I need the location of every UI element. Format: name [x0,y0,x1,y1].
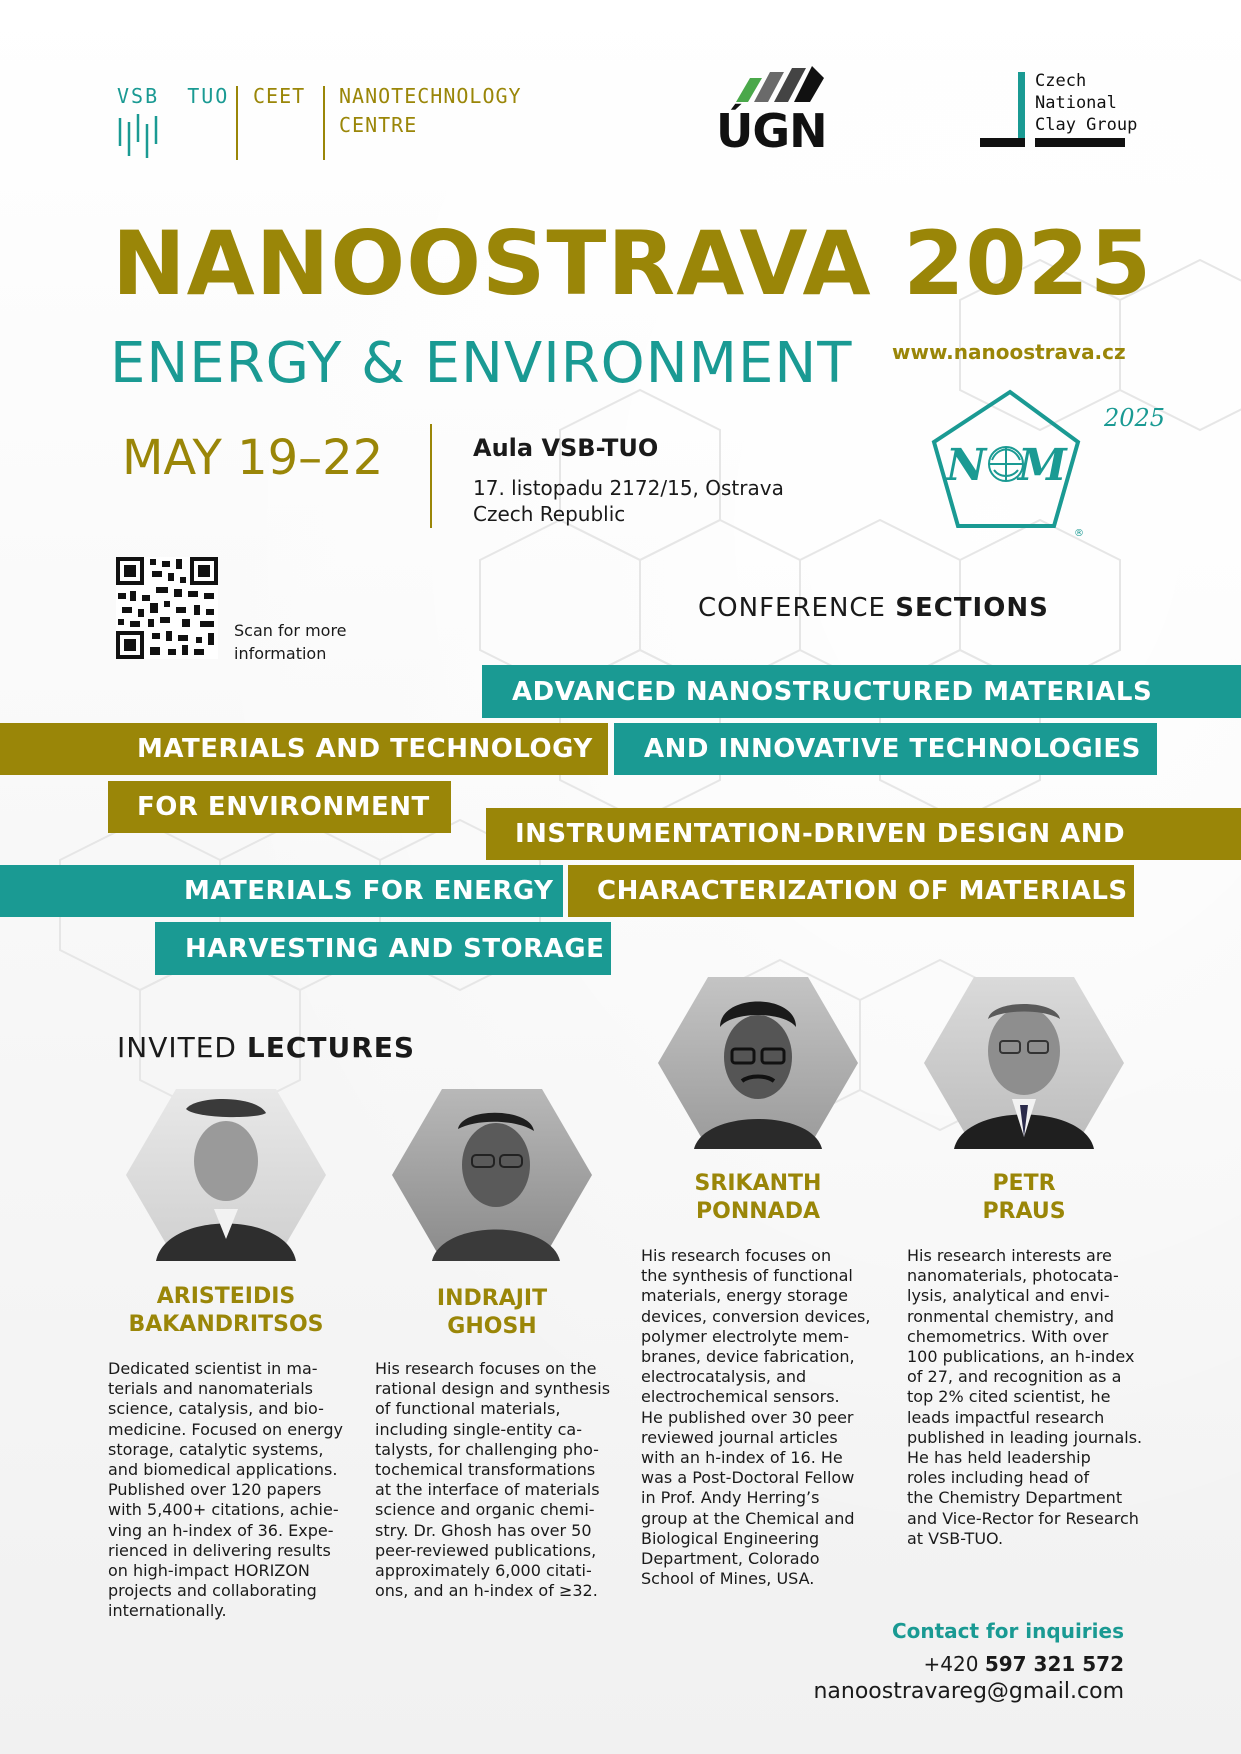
clay-logo-bar [1035,138,1125,147]
vsb-logo-icon [118,112,162,160]
speaker-last-name: PONNADA [696,1199,820,1224]
clay-group-label [1035,70,1137,136]
clay-line-3: Clay Group [1035,115,1138,135]
clay-line-1: Czech [1035,71,1087,91]
website-link[interactable]: www.nanoostrava.cz [892,340,1126,364]
section-bar-harvesting-and-storage: HARVESTING AND STORAGE [155,922,611,975]
bio-line: stry. Dr. Ghosh has over 50 [375,1520,592,1540]
lectures-heading-light: INVITED [117,1031,237,1064]
bio-line: devices, conversion devices, [641,1306,871,1326]
header-divider [236,86,238,160]
bio-line: electrocatalysis, and [641,1367,807,1387]
sections-heading-light: CONFERENCE [698,593,886,623]
event-date: MAY 19–22 [122,430,384,486]
bio-line: with an h-index of 16. He [641,1448,843,1468]
bio-line: rienced in delivering results [108,1540,331,1560]
speaker-bio-praus [907,1246,1167,1549]
bio-line: talysts, for challenging pho- [375,1439,599,1459]
section-bar-for-environment: FOR ENVIRONMENT [108,781,451,833]
speaker-photo-ponnada [658,977,858,1149]
bio-line: Published over 120 papers [108,1480,322,1500]
bio-line: School of Mines, USA. [641,1569,815,1589]
bio-line: His research interests are [907,1246,1112,1265]
phone-prefix: +420 [923,1652,979,1676]
speaker-name-ponnada [648,1170,868,1226]
event-subtitle: ENERGY & ENVIRONMENT [110,331,853,396]
section-bar-instrumentation-driven-design: INSTRUMENTATION-DRIVEN DESIGN AND [486,808,1241,860]
bio-line: the Chemistry Department [907,1488,1123,1508]
bio-line: branes, device fabrication, [641,1347,855,1367]
lectures-heading-bold: LECTURES [246,1031,416,1064]
section-bar-innovative-technologies: AND INNOVATIVE TECHNOLOGIES [614,723,1157,775]
clay-logo-bar [980,138,1025,147]
lectures-heading [117,1031,415,1064]
contact-heading: Contact for inquiries [891,1619,1124,1643]
bio-line: storage, catalytic systems, [108,1439,324,1459]
speaker-photo-bakandritsos [126,1089,326,1261]
bio-line: terials and nanomaterials [108,1379,313,1399]
nom-logo [928,388,1084,539]
vsb-logo-text [117,84,229,108]
bio-line: electrochemical sensors. [641,1387,840,1407]
bio-line: 100 publications, an h-index [907,1347,1135,1367]
ceet-label: CEET [253,84,306,108]
bio-line: Department, Colorado [641,1549,820,1569]
bio-line: reviewed journal articles [641,1427,838,1447]
nano-centre-line-2: CENTRE [339,113,418,137]
bio-line: in Prof. Andy Herring’s [641,1488,820,1508]
bio-line: He has held leadership [907,1448,1091,1468]
bio-line: and biomedical applications. [108,1460,338,1480]
speaker-last-name: GHOSH [447,1314,537,1339]
speaker-photo-praus [924,977,1124,1149]
svg-text:®: ® [1074,528,1084,539]
venue-address-line-2: Czech Republic [473,502,626,526]
phone-number: 597 321 572 [984,1652,1124,1676]
speaker-first-name: PETR [992,1171,1056,1196]
speaker-photo-ghosh [392,1089,592,1261]
bio-line: chemometrics. With over [907,1326,1109,1346]
qr-caption-line-2: information [234,644,327,663]
speaker-last-name: BAKANDRITSOS [128,1312,324,1337]
qr-caption-line-1: Scan for more [234,621,347,640]
section-bar-materials-for-energy: MATERIALS FOR ENERGY [0,865,563,917]
bio-line: roles including head of [907,1468,1090,1488]
speaker-bio-ponnada [641,1246,891,1589]
bio-line: science, catalysis, and bio- [108,1399,324,1419]
header-divider [323,86,325,160]
bio-line: the synthesis of functional [641,1266,853,1286]
bio-line: internationally. [108,1601,227,1621]
speaker-bio-bakandritsos [108,1359,358,1622]
bio-line: ons, and an h-index of ≥32. [375,1581,598,1601]
bio-line: with 5,400+ citations, achie- [108,1500,339,1520]
nanotechnology-centre-label [339,82,522,140]
bio-line: lysis, analytical and envi- [907,1286,1110,1306]
clay-line-2: National [1035,93,1117,113]
bio-line: of 27, and recognition as a [907,1367,1122,1387]
bio-line: was a Post-Doctoral Fellow [641,1468,855,1488]
bio-line: at VSB-TUO. [907,1528,1004,1548]
bio-line: peer-reviewed publications, [375,1540,597,1560]
nano-centre-line-1: NANOTECHNOLOGY [339,84,522,108]
contact-phone[interactable] [924,1652,1124,1676]
date-divider [430,424,432,528]
clay-logo-bar [1018,72,1025,138]
venue-name: Aula VSB-TUO [473,434,659,462]
bio-line: projects and collaborating [108,1581,317,1601]
venue-address [473,475,784,527]
bio-line: nanomaterials, photocata- [907,1266,1119,1286]
bio-line: He published over 30 peer [641,1407,854,1427]
bio-line: science and organic chemi- [375,1500,595,1520]
speaker-bio-ghosh [375,1359,625,1601]
bio-line: top 2% cited scientist, he [907,1387,1111,1407]
speaker-name-ghosh [382,1285,602,1341]
sections-heading [698,593,1049,623]
speaker-first-name: ARISTEIDIS [156,1284,296,1309]
qr-code[interactable] [116,557,218,659]
bio-line: ronmental chemistry, and [907,1306,1115,1326]
section-bar-advanced-nanostructured-materials: ADVANCED NANOSTRUCTURED MATERIALS [482,665,1241,718]
bio-line: rational design and synthesis [375,1379,611,1399]
bio-line: at the interface of materials [375,1480,600,1500]
nom-logo-year: 2025 [1104,404,1166,432]
bio-line: His research focuses on the [375,1359,597,1378]
speaker-name-praus [914,1170,1134,1226]
bio-line: His research focuses on [641,1246,832,1265]
speaker-name-bakandritsos [116,1283,336,1339]
bio-line: on high-impact HORIZON [108,1561,310,1581]
section-bar-characterization-of-materials: CHARACTERIZATION OF MATERIALS [568,865,1134,917]
speaker-first-name: SRIKANTH [694,1171,822,1196]
section-bar-materials-and-technology: MATERIALS AND TECHNOLOGY [0,723,608,775]
tuo-label: TUO [187,84,230,108]
bio-line: Dedicated scientist in ma- [108,1359,318,1378]
qr-caption [234,619,347,665]
ugn-logo-icon [732,64,824,104]
bio-line: and Vice-Rector for Research [907,1508,1139,1528]
speaker-first-name: INDRAJIT [436,1286,548,1311]
bio-line: approximately 6,000 citati- [375,1561,592,1581]
bio-line: tochemical transformations [375,1460,596,1480]
bio-line: ving an h-index of 36. Expe- [108,1520,334,1540]
contact-email[interactable]: nanoostravareg@gmail.com [813,1679,1124,1704]
bio-line: of functional materials, [375,1399,561,1419]
speaker-last-name: PRAUS [982,1199,1066,1224]
svg-text:M: M [1018,440,1067,491]
venue-address-line-1: 17. listopadu 2172/15, Ostrava [473,476,784,500]
bio-line: polymer electrolyte mem- [641,1326,850,1346]
svg-text:N: N [946,440,987,491]
bio-line: materials, energy storage [641,1286,848,1306]
event-title: NANOOSTRAVA 2025 [112,212,1153,315]
ugn-logo-text: ÚGN [716,104,827,158]
bio-line: including single-entity ca- [375,1419,582,1439]
sections-heading-bold: SECTIONS [895,593,1049,623]
bio-line: Biological Engineering [641,1528,820,1548]
bio-line: group at the Chemical and [641,1508,855,1528]
bio-line: leads impactful research [907,1407,1105,1427]
vsb-label: VSB [117,84,160,108]
bio-line: medicine. Focused on energy [108,1419,343,1439]
bio-line: published in leading journals. [907,1427,1143,1447]
